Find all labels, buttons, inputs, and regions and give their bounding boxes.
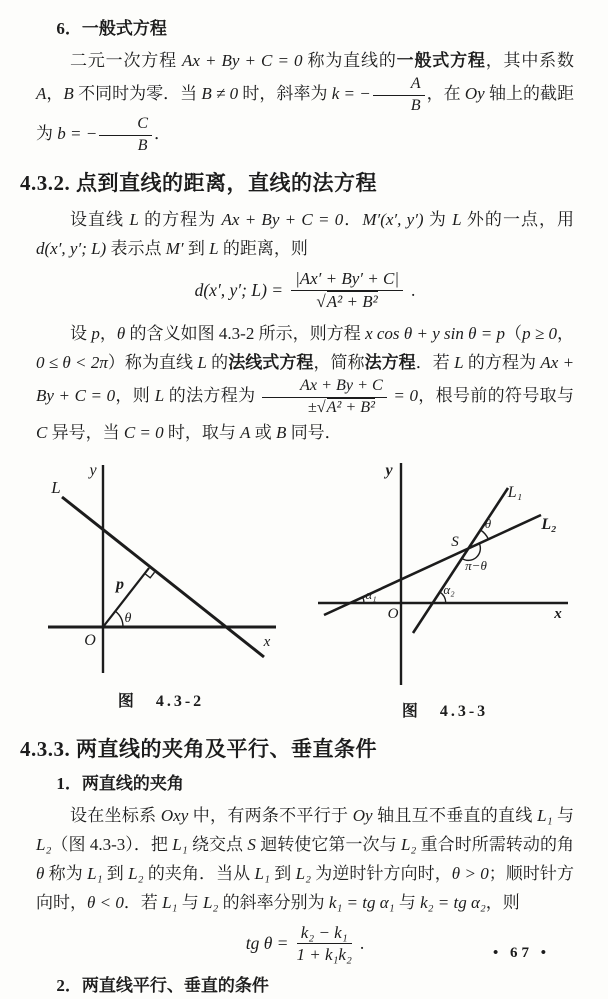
figure-432-plot <box>36 453 286 681</box>
figures-row <box>36 453 574 721</box>
text-run: 轴上的截距为 <box>36 83 575 144</box>
figure-433 <box>316 453 574 721</box>
text-run: 的距离，则 <box>218 239 308 259</box>
figure-433-plot <box>316 453 574 691</box>
fraction-numerator: C <box>99 115 152 136</box>
fraction-numerator: A <box>373 75 425 96</box>
math-run: Ax + By + C = 0 <box>36 353 575 406</box>
math-run: B <box>63 83 74 103</box>
math-run: M′(x′, y′) <box>362 210 424 230</box>
text-run: ．若 <box>123 892 163 912</box>
axis-label-y: y <box>89 461 97 479</box>
math-run: L₁ <box>87 863 103 883</box>
formula-lhs: tg θ = <box>245 933 289 954</box>
fraction-denominator <box>291 291 403 312</box>
text-run: 同号． <box>286 422 342 442</box>
subsection-6-heading: 6．一般式方程 <box>56 19 167 38</box>
math-run: M′ <box>165 239 184 259</box>
math-run: A <box>240 422 251 442</box>
math-run: L₁ <box>254 863 270 883</box>
axis-label-x: x <box>554 605 562 622</box>
text-run: （图 4.3-3）．把 <box>51 834 173 854</box>
math-run: θ <box>116 324 126 344</box>
angle-label-theta: θ <box>124 610 132 626</box>
formula-lhs: d(x′, y′; L) = <box>194 279 284 300</box>
axis-label-y: y <box>385 461 393 479</box>
text-run: ）称为直线 <box>107 353 198 373</box>
line-label-L: L <box>51 477 61 497</box>
section-433-heading: 4.3.3. 两直线的夹角及平行、垂直条件 <box>20 736 377 761</box>
math-run: L₂ <box>128 863 144 883</box>
math-run: θ < 0 <box>87 892 124 912</box>
math-run: B ≠ 0 <box>201 83 239 103</box>
text-run: 称为直线的 <box>302 51 397 70</box>
math-run: B <box>276 422 287 442</box>
text-run: ，简称 <box>313 353 365 373</box>
math-run: L₂ <box>202 892 219 912</box>
sqrt-sign: √ <box>316 291 326 311</box>
theta-arc <box>115 611 123 627</box>
math-run: L₁ <box>162 892 178 912</box>
figure-432 <box>36 453 286 711</box>
segment-label-p: p <box>116 575 124 593</box>
text-run: 的 <box>206 353 229 373</box>
origin-label: O <box>84 631 96 649</box>
math-run: L₁ <box>537 805 553 825</box>
text-run: ；顺时针方向时， <box>36 863 574 912</box>
inline-fraction <box>99 115 152 155</box>
text-run: ，在 <box>426 83 465 103</box>
text-run: 迴转使它第一次与 <box>255 834 401 854</box>
text-run: 为 <box>423 210 453 230</box>
math-run: Ax + By + C = 0 <box>181 51 303 70</box>
page-number: • 67 • <box>492 945 550 961</box>
text-run: 与 <box>552 805 575 825</box>
text-run: 的方程为 <box>138 210 222 230</box>
math-run: k = − <box>331 83 371 103</box>
text-run: 中，有两条不平行于 <box>188 805 353 825</box>
math-run: k₂ = tg α₂ <box>420 892 486 912</box>
text-run: 称为 <box>44 863 88 883</box>
plus-minus-sqrt-sign: ±√ <box>307 398 326 416</box>
math-run: b = − <box>57 124 98 144</box>
math-run: L <box>154 386 165 406</box>
text-run: ，根号前的符号取与 <box>417 386 575 406</box>
text-run: 轴且互不垂直的直线 <box>372 805 538 825</box>
line-L2 <box>324 515 541 615</box>
text-run: ， <box>99 324 117 344</box>
text-run: 的夹角．当从 <box>143 863 255 883</box>
text-run: 时，取与 <box>163 422 241 442</box>
text-run: 二元一次方程 <box>70 51 182 70</box>
math-run: L <box>197 353 207 373</box>
line-label-L1: L₁ <box>507 483 523 501</box>
text-run: 为逆时针方向时， <box>310 863 452 883</box>
radicand: A² + B² <box>326 291 378 311</box>
text-run: ， <box>46 83 64 103</box>
text-run: 表示点 <box>106 239 166 259</box>
radicand: A² + B² <box>326 398 375 416</box>
text-run: 时，斜率为 <box>238 83 332 103</box>
origin-label: O <box>387 605 399 622</box>
text-run: ，其中系数 <box>485 51 575 70</box>
fraction-numerator: |Ax′ + By′ + C| <box>291 269 403 291</box>
axis-label-x: x <box>263 633 271 650</box>
paragraph-general-form <box>36 46 574 155</box>
text-run: ，则 <box>115 386 155 406</box>
math-run: L₂ <box>400 834 417 854</box>
text-run: 设直线 <box>70 210 130 230</box>
math-run: L <box>209 239 219 259</box>
angle-label-theta: θ <box>484 515 492 531</box>
math-run: L₁ <box>172 834 188 854</box>
math-run: L₂ <box>295 863 311 883</box>
math-run: θ > 0 <box>451 863 489 883</box>
fraction-numerator: k₂ − k₁ <box>297 923 352 945</box>
text-run: 绕交点 <box>187 834 248 854</box>
math-run: L <box>129 210 139 230</box>
text-run: 或 <box>250 422 277 442</box>
inline-fraction <box>262 377 387 417</box>
math-run: C = 0 <box>123 422 164 442</box>
math-run: Oxy <box>160 805 189 825</box>
inline-fraction <box>373 75 425 115</box>
point-label-S: S <box>451 533 459 550</box>
text-run: 设在坐标系 <box>70 805 161 825</box>
text-run: 不同时为零．当 <box>73 83 202 103</box>
term-normal-equation: 法方程 <box>364 353 416 373</box>
math-run: L <box>454 353 464 373</box>
math-run: θ <box>36 863 45 883</box>
text-run: ． <box>153 124 171 144</box>
formula-period: . <box>411 279 416 300</box>
fraction-denominator: B <box>410 96 421 114</box>
subsection-1-heading: 1．两直线的夹角 <box>56 773 184 793</box>
angle-label-pi-minus-theta: π−θ <box>465 557 487 573</box>
text-run: 到 <box>183 239 210 259</box>
distance-formula <box>36 269 574 311</box>
math-run: d(x′, y′; L) <box>36 239 107 259</box>
math-run: p <box>91 324 100 344</box>
theta-arc <box>481 530 489 539</box>
section-432-heading: 4.3.2. 点到直线的距离，直线的法方程 <box>20 171 377 196</box>
text-run: 到 <box>102 863 129 883</box>
text-run: 重合时所需转动的角 <box>416 834 575 854</box>
subsection-2-heading: 2．两直线平行、垂直的条件 <box>56 975 269 995</box>
text-run: 的含义如图 4.3-2 所示，则方程 <box>125 324 366 344</box>
formula-fraction <box>297 923 352 965</box>
math-run: x cos θ + y sin θ = p <box>365 324 506 344</box>
math-run: L₂ <box>36 834 52 854</box>
fraction-numerator: Ax + By + C <box>262 377 387 398</box>
text-run: 外的一点，用 <box>461 210 575 230</box>
text-run: ．若 <box>415 353 455 373</box>
fraction-denominator <box>262 398 387 418</box>
figure-433-caption: 图 4.3-3 <box>401 702 489 720</box>
math-run: 0 ≤ θ < 2π <box>36 353 108 373</box>
math-run: k₁ = tg α₁ <box>328 892 395 912</box>
text-run: （ <box>505 324 523 344</box>
math-run: = 0 <box>388 386 418 406</box>
line-L1 <box>413 488 508 633</box>
paragraph-distance-intro <box>36 205 574 263</box>
formula-fraction <box>291 269 403 311</box>
fraction-denominator: B <box>137 136 148 154</box>
paragraph-angle-between-lines <box>36 801 574 917</box>
figure-432-caption: 图 4.3-2 <box>117 692 205 710</box>
math-run: L <box>452 210 462 230</box>
formula-period: . <box>359 933 365 954</box>
term-normal-form-equation: 法线式方程 <box>228 353 314 373</box>
text-run: ， <box>556 324 575 344</box>
term-general-form: 一般式方程 <box>396 51 486 70</box>
math-run: S <box>247 834 256 854</box>
text-run: 到 <box>269 863 296 883</box>
text-run: ，则 <box>485 892 520 912</box>
angle-label-alpha1: α₁ <box>365 586 377 602</box>
text-run: 设 <box>70 324 92 344</box>
fraction-denominator: 1 + k₁k₂ <box>296 945 352 965</box>
text-run: 与 <box>394 892 421 912</box>
text-run: 的斜率分别为 <box>218 892 329 912</box>
math-run: Oy <box>352 805 373 825</box>
text-run: 的方程为 <box>463 353 541 373</box>
angle-label-alpha2: α₂ <box>443 581 455 597</box>
text-run: ． <box>343 210 363 230</box>
math-run: C <box>36 422 48 442</box>
math-run: Ax + By + C = 0 <box>221 210 344 230</box>
text-run: 异号，当 <box>47 422 124 442</box>
math-run: p ≥ 0 <box>522 324 557 344</box>
text-run: 的法方程为 <box>164 386 261 406</box>
math-run: A <box>36 83 47 103</box>
line-label-L2: L₂ <box>541 515 557 533</box>
paragraph-normal-equation <box>36 319 574 446</box>
text-run: 与 <box>177 892 203 912</box>
math-run: Oy <box>464 83 485 103</box>
